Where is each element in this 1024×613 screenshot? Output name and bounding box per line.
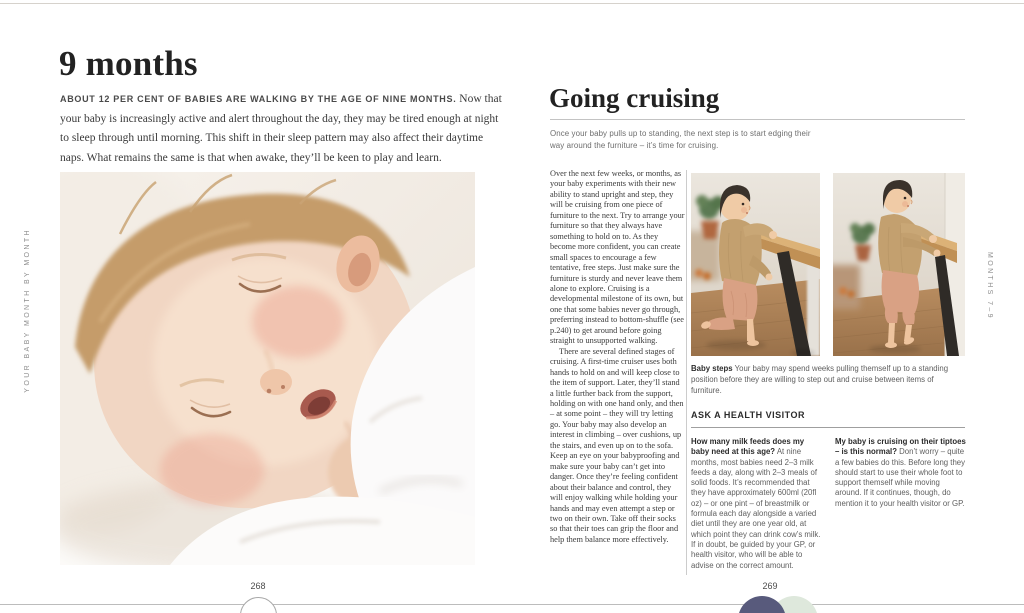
right-page-title: Going cruising [549, 83, 720, 113]
qa-heading-rule [691, 427, 965, 428]
qa-columns [691, 437, 967, 571]
sleeping-baby-photo [60, 172, 475, 565]
qa-section-heading: ASK A HEALTH VISITOR [691, 410, 806, 420]
qa-item-tiptoes [835, 437, 966, 571]
left-tab-circle [240, 597, 277, 613]
left-page-intro [60, 90, 504, 168]
qa-answer-2: Don’t worry – quite a few babies do this. Before long they should start to use their whole foot to support themself while moving around. If it continues, though, do mention it to your health visitor or GP. [835, 447, 966, 508]
kneeling-baby-illustration [691, 173, 820, 356]
standfirst: Once your baby pulls up to standing, the next step is to start edging their way around the furniture – it’s time for cruising. [550, 129, 811, 150]
qa-answer-1: At nine months, most babies need 2–3 milk feeds a day, along with 2–3 meals of solid foods. It’s recommended that they have approximately 600ml (20fl oz) – or one pint – of breastmilk or formula each day alongside a varied diet until they are one year old, at which point they can drink cow’s milk. If in doubt, be guided by your GP, or health visitor, who will be able to advise on the correct amount. [691, 447, 821, 570]
qa-question-1: How many milk feeds does my baby need at this age? [691, 437, 805, 457]
left-page-number: 268 [250, 581, 266, 591]
qa-question-2: My baby is cruising on their tiptoes – is this normal? [835, 437, 966, 457]
sleeping-baby-illustration [60, 172, 475, 565]
right-margin-label: MONTHS 7–9 [986, 252, 993, 320]
intro-lead-in: ABOUT 12 PER CENT OF BABIES ARE WALKING BY THE AGE OF NINE MONTHS. [60, 94, 457, 104]
caption-lead: Baby steps [691, 364, 733, 373]
cruising-baby-photo-2 [833, 173, 965, 356]
right-tab-circle-navy [738, 596, 786, 613]
title-divider [550, 119, 965, 120]
photo-caption [691, 363, 966, 396]
intro-body-text: Now that your baby is increasingly active and alert throughout the day, they may be tired enough at night to sleep through until morning. This shift in their sleep pattern may also affect their daytime naps. What remains the same is that when awake, they’ll be keen to play and learn. [60, 93, 502, 164]
cruising-baby-photo-1 [691, 173, 820, 356]
column-divider [686, 170, 687, 575]
right-page-number: 269 [762, 581, 778, 591]
body-paragraph-2: There are several defined stages of cruising. A first-time cruiser uses both hands to hold on and will keep close to the item of support. Later, they’ll stand a little further back from the support, holding on with one hand only, and then – at some point – they will try letting go. Your baby may also develop an interest in climbing – over cushions, up the stairs, and even up on to the sofa. Keep an eye on your babyproofing and make sure your baby can’t get into danger. Once they’re feeling confident about their balance and control, they will enjoy walking while holding your hands and may even attempt a step or two on their own. Take off their socks so that their toes can grip the floor and help them balance more effectively. [550, 346, 684, 544]
bottom-rule [0, 604, 1024, 605]
top-rule [0, 3, 1024, 4]
body-paragraph-1: Over the next few weeks, or months, as your baby experiments with their new ability to stand upright and step, they will be cruising from one piece of furniture to the next. Try to arrange your furniture so that they always have something to hold on to. As they become more confident, you can create small spaces to encourage a few tentative, free steps. Just make sure the furniture is sturdy and never leave them alone to explore. Cruising is a developmental milestone of its own, but one that some babies never go through, preferring instead to bottom-shuffle (see p.240) to get around before going straight to unsupported walking. [550, 169, 685, 346]
caption-body: Your baby may spend weeks pulling themself up to a standing position before they are willing to step out and cruise between items of furniture. [691, 364, 949, 395]
qa-item-milk-feeds [691, 437, 822, 571]
left-page-title: 9 months [59, 44, 198, 83]
standing-baby-illustration [833, 173, 965, 356]
main-text-column [550, 169, 685, 545]
left-margin-label: YOUR BABY MONTH BY MONTH [24, 228, 31, 393]
